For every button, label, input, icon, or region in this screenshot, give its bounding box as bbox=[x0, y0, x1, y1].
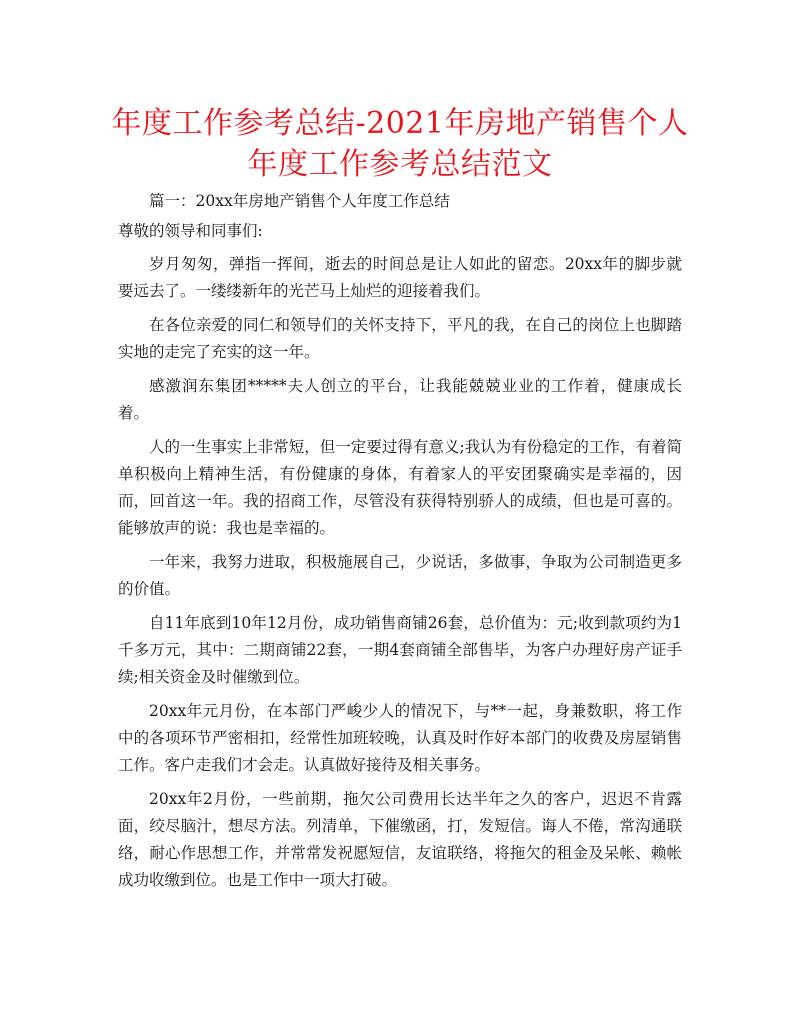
section-subtitle: 篇一：20xx年房地产销售个人年度工作总结 bbox=[149, 192, 450, 210]
paragraph: 感激润东集团*****夫人创立的平台，让我能兢兢业业的工作着，健康成长着。 bbox=[118, 377, 682, 422]
document-body bbox=[118, 188, 682, 901]
paragraph: 自11年底到10年12月份，成功销售商铺26套，总价值为：元;收到款项约为1千多万元，其中：二期商铺22套，一期4套商铺全部售毕，为客户办理好房产证手续;相关资金及时催缴到位。 bbox=[118, 614, 682, 686]
paragraph: 人的一生事实上非常短，但一定要过得有意义;我认为有份稳定的工作，有着简单积极向上精神生活，有份健康的身体，有着家人的平安团聚确实是幸福的，因而，回首这一年。我的招商工作，尽管没有获得特别骄人的成绩，但也是可喜的。能够放声的说：我也是幸福的。 bbox=[118, 438, 682, 537]
document-title: 年度工作参考总结-2021年房地产销售个人年度工作参考总结范文 bbox=[111, 106, 689, 182]
paragraph: 20xx年2月份，一些前期，拖欠公司费用长达半年之久的客户，迟迟不肯露面，绞尽脑汁，想尽方法。列清单，下催缴函，打，发短信。诲人不倦，常沟通联络，耐心作思想工作，并常常发祝愿短信，友谊联络，将拖欠的租金及呆帐、赖帐成功收缴到位。也是工作中一项大打破。 bbox=[118, 790, 682, 889]
paragraph: 在各位亲爱的同仁和领导们的关怀支持下，平凡的我，在自己的岗位上也脚踏实地的走完了充实的这一年。 bbox=[118, 316, 682, 361]
paragraph: 一年来，我努力进取，积极施展自己，少说话，多做事，争取为公司制造更多的价值。 bbox=[118, 553, 682, 598]
paragraph: 20xx年元月份，在本部门严峻少人的情况下，与**一起，身兼数职，将工作中的各项环节严密相扣，经常性加班较晚，认真及时作好本部门的收费及房屋销售工作。客户走我们才会走。认真做好接待及相关事务。 bbox=[118, 702, 682, 774]
paragraph: 岁月匆匆，弹指一挥间，逝去的时间总是让人如此的留恋。20xx年的脚步就要远去了。一缕缕新年的光芒马上灿烂的迎接着我们。 bbox=[118, 255, 682, 300]
salutation: 尊敬的领导和同事们: bbox=[118, 222, 263, 240]
